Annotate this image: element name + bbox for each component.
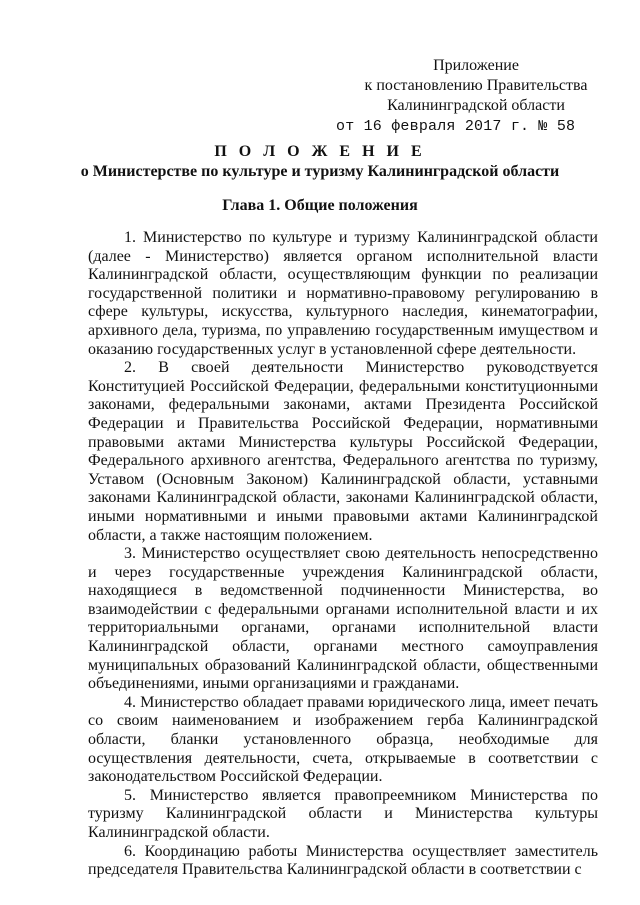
document-title: П О Л О Ж Е Н И Е — [214, 143, 426, 160]
document-body — [88, 229, 598, 880]
attachment-region: Калининградской области — [387, 97, 565, 114]
paragraph-1: 1. Министерство по культуре и туризму Калининградской области (далее - Министерство) является органом исполнительной власти Калининградской области, осуществляющим функции по реализации государственной политики и нормативно-правовому регулированию в сфере культуры, искусства, культурного наследия, кинематографии, архивного дела, туризма, по управлению государственным имуществом и оказанию государственных услуг в установленной сфере деятельности. — [88, 229, 598, 358]
paragraph-6: 6. Координацию работы Министерства осуществляет заместитель председателя Правительства Калининградской области в соответствии с — [88, 842, 598, 879]
paragraph-3: 3. Министерство осуществляет свою деятельность непосредственно и через государственные учреждения Калининградской области, находящиеся в ведомственной подчиненности Министерства, во взаимодействии с федеральными органами исполнительной власти и их территориальными органами, органами исполнительной власти Калининградской области, органами местного самоуправления муниципальных образований Калининградской области, общественными объединениями, иными организациями и гражданами. — [88, 545, 598, 693]
attachment-date-number: от 16 февраля 2017 г. № 58 — [336, 118, 576, 135]
attachment-label: Приложение — [433, 57, 519, 74]
attachment-header — [336, 56, 616, 137]
document-subtitle: о Министерстве по культуре и туризму Калининградской области — [80, 163, 560, 180]
attachment-resolution: к постановлению Правительства — [364, 77, 588, 94]
paragraph-5: 5. Министерство является правопреемником Министерства по туризму Калининградской области и Министерства культуры Калининградской области. — [88, 786, 598, 841]
chapter-heading: Глава 1. Общие положения — [222, 197, 418, 214]
paragraph-2: 2. В своей деятельности Министерство руководствуется Конституцией Российской Федерации, федеральными конституционными законами, федеральными законами, актами Президента Российской Федерации и Правительства Российской Федерации, нормативными правовыми актами Министерства культуры Российской Федерации, Федерального архивного агентства, Федерального агентства по туризму, Уставом (Основным Законом) Калининградской области, уставными законами Калининградской области, законами Калининградской области, иными нормативными и иными правовыми актами Калининградской области, а также настоящим положением. — [88, 359, 598, 544]
paragraph-4: 4. Министерство обладает правами юридического лица, имеет печать со своим наименованием и изображением герба Калининградской области, бланки установленного образца, необходимые для осуществления деятельности, счета, открываемые в соответствии с законодательством Российской Федерации. — [88, 693, 598, 786]
